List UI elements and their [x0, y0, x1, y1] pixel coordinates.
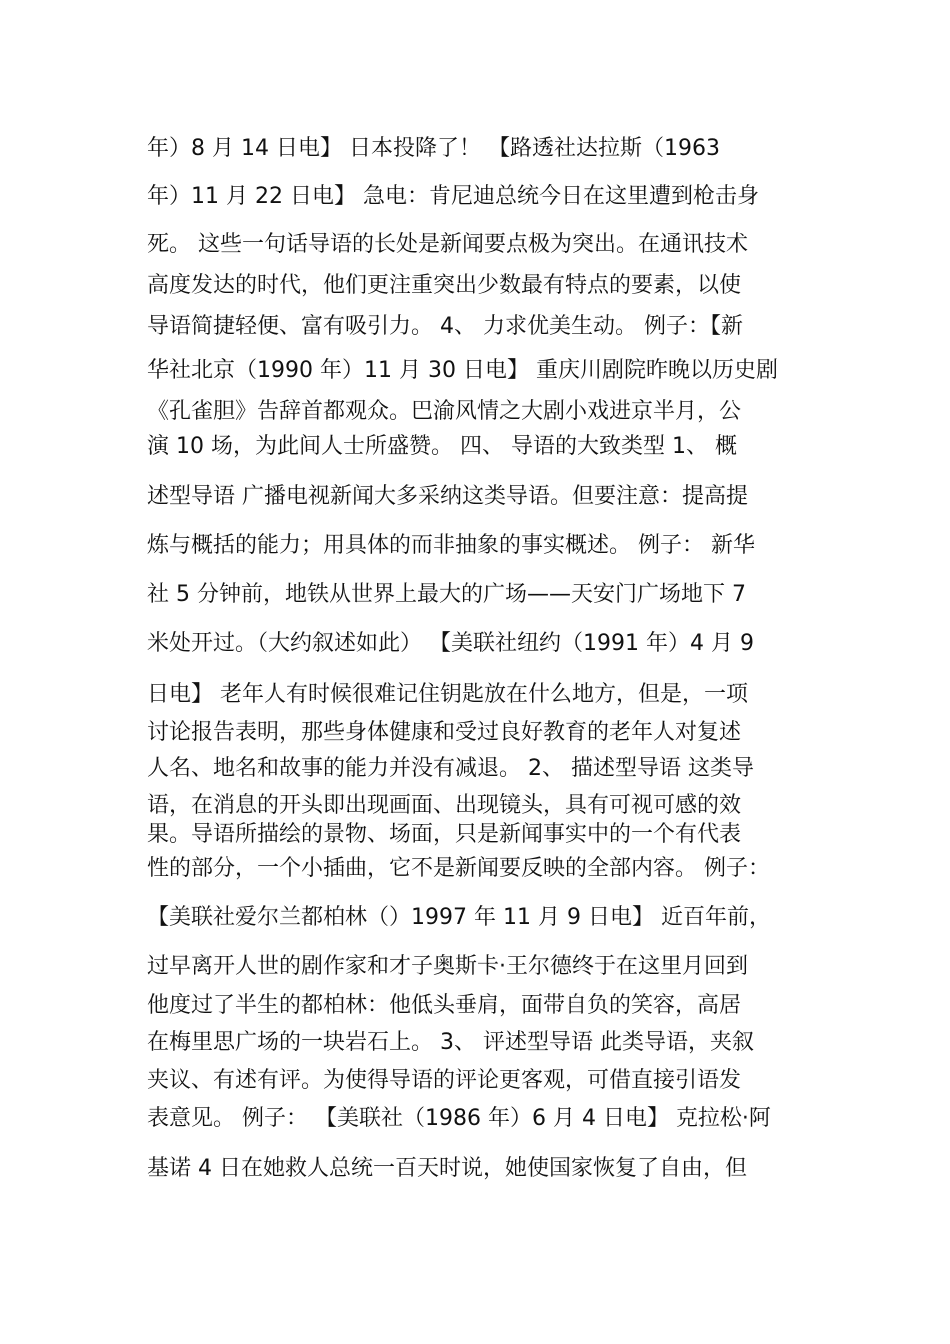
text-line: 日电】 老年人有时候很难记住钥匙放在什么地方，但是，一项: [147, 682, 748, 707]
text-line: 死。 这些一句话导语的长处是新闻要点极为突出。在通讯技术: [147, 232, 748, 257]
text-line: 人名、地名和故事的能力并没有减退。 2、 描述型导语 这类导: [147, 756, 754, 781]
text-line: 年）11 月 22 日电】 急电：肯尼迪总统今日在这里遭到枪击身: [147, 184, 759, 209]
text-line: 他度过了半生的都柏林：他低头垂肩，面带自负的笑容，高居: [147, 993, 742, 1018]
text-line: 年）8 月 14 日电】 日本投降了！ 【路透社达拉斯（1963: [147, 136, 720, 161]
text-line: 炼与概括的能力；用具体的而非抽象的事实概述。 例子： 新华: [147, 533, 755, 558]
text-line: 述型导语 广播电视新闻大多采纳这类导语。但要注意：提高提: [147, 484, 748, 509]
text-line: 果。导语所描绘的景物、场面，只是新闻事实中的一个有代表: [147, 822, 742, 847]
text-line: 语，在消息的开头即出现画面、出现镜头，具有可视可感的效: [147, 793, 742, 818]
text-line: 性的部分，一个小插曲，它不是新闻要反映的全部内容。 例子：: [147, 856, 770, 881]
text-line: 在梅里思广场的一块岩石上。 3、 评述型导语 此类导语，夹叙: [147, 1030, 754, 1055]
text-line: 米处开过。（大约叙述如此） 【美联社纽约（1991 年）4 月 9: [147, 631, 754, 656]
text-line: 华社北京（1990 年）11 月 30 日电】 重庆川剧院昨晚以历史剧: [147, 358, 778, 383]
text-line: 【美联社爱尔兰都柏林（）1997 年 11 月 9 日电】 近百年前，: [147, 905, 771, 930]
text-line: 讨论报告表明，那些身体健康和受过良好教育的老年人对复述: [147, 720, 742, 745]
text-line: 基诺 4 日在她救人总统一百天时说，她使国家恢复了自由，但: [147, 1156, 747, 1181]
text-line: 高度发达的时代，他们更注重突出少数最有特点的要素，以使: [147, 273, 742, 298]
text-line: 导语简捷轻便、富有吸引力。 4、 力求优美生动。 例子：【新: [147, 314, 743, 339]
text-line: 《孔雀胆》告辞首都观众。巴渝风情之大剧小戏进京半月，公: [147, 399, 742, 424]
text-line: 社 5 分钟前，地铁从世界上最大的广场——天安门广场地下 7: [147, 582, 746, 607]
text-line: 演 10 场，为此间人士所盛赞。 四、 导语的大致类型 1、 概: [147, 434, 737, 459]
text-line: 过早离开人世的剧作家和才子奥斯卡·王尔德终于在这里月回到: [147, 954, 748, 979]
text-line: 夹议、有述有评。为使得导语的评论更客观，可借直接引语发: [147, 1068, 742, 1093]
text-line: 表意见。 例子： 【美联社（1986 年）6 月 4 日电】 克拉松·阿: [147, 1106, 771, 1131]
